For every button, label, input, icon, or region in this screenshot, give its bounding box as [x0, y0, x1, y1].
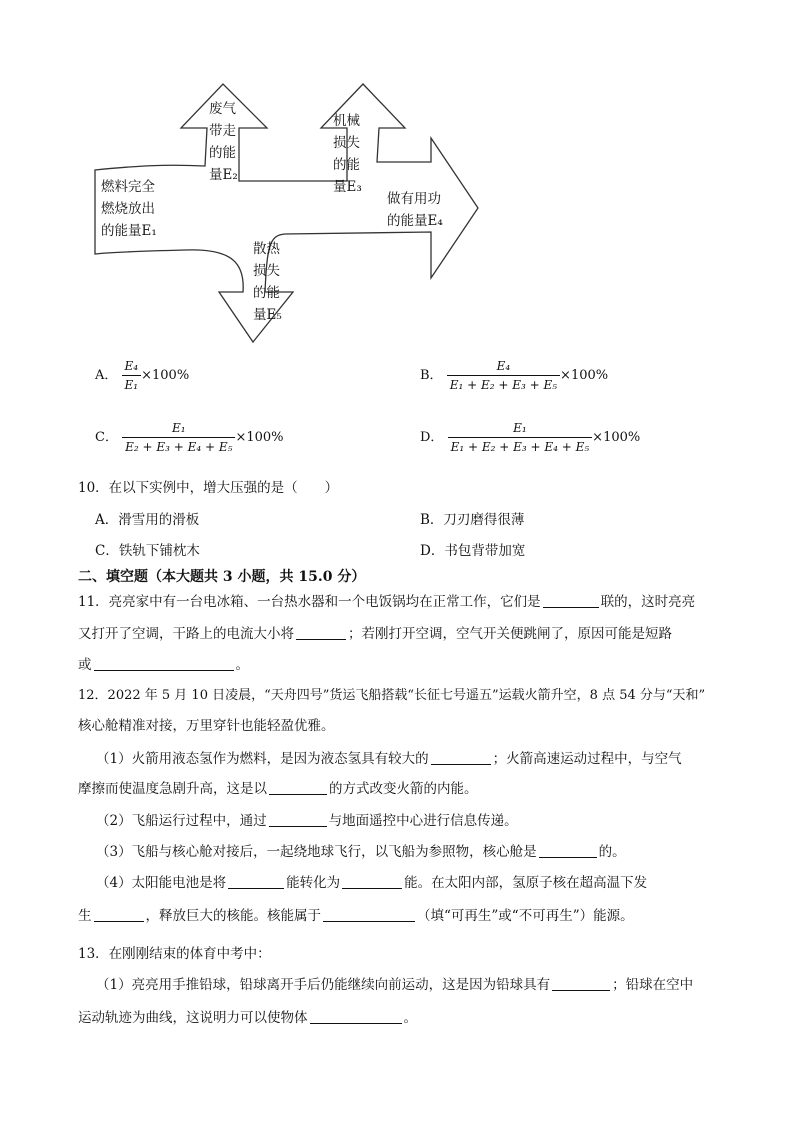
- q13-blank-1[interactable]: [552, 976, 610, 991]
- energy-flow-diagram: [85, 78, 495, 350]
- q12-part-3: （3）飞船与核心舱对接后，一起绕地球飞行，以飞船为参照物，核心舱是 的。: [96, 844, 626, 860]
- q9-option-a[interactable]: A． $\frac{\text{E₄}}{\text{E₁}}$ ×100%: [95, 359, 190, 392]
- q12-blank-6[interactable]: [342, 874, 402, 889]
- q12-blank-3[interactable]: [269, 812, 327, 827]
- section-2-heading: 二、填空题（本大题共 3 小题，共 15.0 分）: [78, 569, 366, 585]
- q12-part-4-line-1: （4）太阳能电池是将 能转化为 能。在太阳内部，氢原子核在超高温下发: [96, 875, 648, 891]
- q13-part-1-line-1: （1）亮亮用手推铅球，铅球离开手后仍能继续向前运动，这是因为铅球具有 ；铅球在空中: [96, 977, 694, 993]
- e5-label: 散热 损失 的能 量E₅: [253, 241, 282, 323]
- q12-blank-4[interactable]: [539, 843, 597, 858]
- q12-blank-8[interactable]: [323, 907, 415, 922]
- q11-line-2: 又打开了空调，干路上的电流大小将 ；若刚打开空调，空气开关便跳闸了，原因可能是短路: [78, 626, 672, 642]
- q10-option-a[interactable]: A．滑雪用的滑板: [95, 512, 200, 528]
- q11-line-1: 11．亮亮家中有一台电冰箱、一台热水器和一个电饭锅均在正常工作，它们是 联的，这时亮亮: [78, 594, 696, 610]
- e1-label: 燃料完全 燃烧放出 的能量E₁: [101, 179, 157, 239]
- q13-stem: 13．在刚刚结束的体育中考中：: [78, 946, 271, 962]
- q10-option-b[interactable]: B．刀刃磨得很薄: [420, 512, 525, 528]
- q12-blank-2[interactable]: [269, 780, 327, 795]
- q12-line-1: 12．2022 年 5 月 10 日凌晨，“天舟四号”货运飞船搭载“长征七号遥五”运载火箭升空，8 点 54 分与“天和”: [78, 688, 706, 703]
- q13-part-1-line-2: 运动轨迹为曲线，这说明力可以使物体 。: [78, 1010, 417, 1026]
- q12-part-2: （2）飞船运行过程中，通过 与地面遥控中心进行信息传递。: [96, 813, 518, 829]
- q11-line-3: 或 。: [78, 657, 249, 673]
- q12-part-4-line-2: 生 ，释放巨大的核能。核能属于 （填“可再生”或“不可再生”）能源。: [78, 908, 634, 924]
- q11-blank-3[interactable]: [94, 656, 234, 671]
- q11-blank-2[interactable]: [296, 625, 346, 640]
- q12-blank-5[interactable]: [228, 874, 284, 889]
- q10-stem: 10．在以下实例中，增大压强的是（ ）: [78, 480, 339, 496]
- q12-blank-7[interactable]: [94, 907, 144, 922]
- q13-blank-2[interactable]: [310, 1009, 402, 1024]
- q12-line-2: 核心舱精准对接，万里穿针也能轻盈优雅。: [78, 718, 335, 734]
- e3-label: 机械 损失 的能 量E₃: [333, 113, 362, 195]
- q9-option-d[interactable]: D． $\frac{\text{E₁}}{\text{E₁ + E₂ + E₃ + E₄ + E₅}}$ ×100%: [420, 421, 641, 454]
- e4-label: 做有用功 的能量E₄: [387, 191, 443, 229]
- q9-option-c[interactable]: C． $\frac{\text{E₁}}{\text{E₂ + E₃ + E₄ + E₅}}$ ×100%: [95, 421, 284, 454]
- q12-blank-1[interactable]: [431, 750, 491, 765]
- q10-option-d[interactable]: D．书包背带加宽: [420, 543, 526, 559]
- q10-option-c[interactable]: C．铁轨下铺枕木: [95, 543, 200, 559]
- q12-part-1-line-2: 摩擦而使温度急剧升高，这是以 的方式改变火箭的内能。: [78, 781, 478, 797]
- q9-option-b[interactable]: B． $\frac{\text{E₄}}{\text{E₁ + E₂ + E₃ + E₅}}$ ×100%: [420, 359, 609, 392]
- q12-part-1-line-1: （1）火箭用液态氢作为燃料，是因为液态氢具有较大的 ；火箭高速运动过程中，与空气: [96, 751, 682, 767]
- q11-blank-1[interactable]: [543, 593, 599, 608]
- e2-label: 废气 带走 的能 量E₂: [209, 101, 238, 183]
